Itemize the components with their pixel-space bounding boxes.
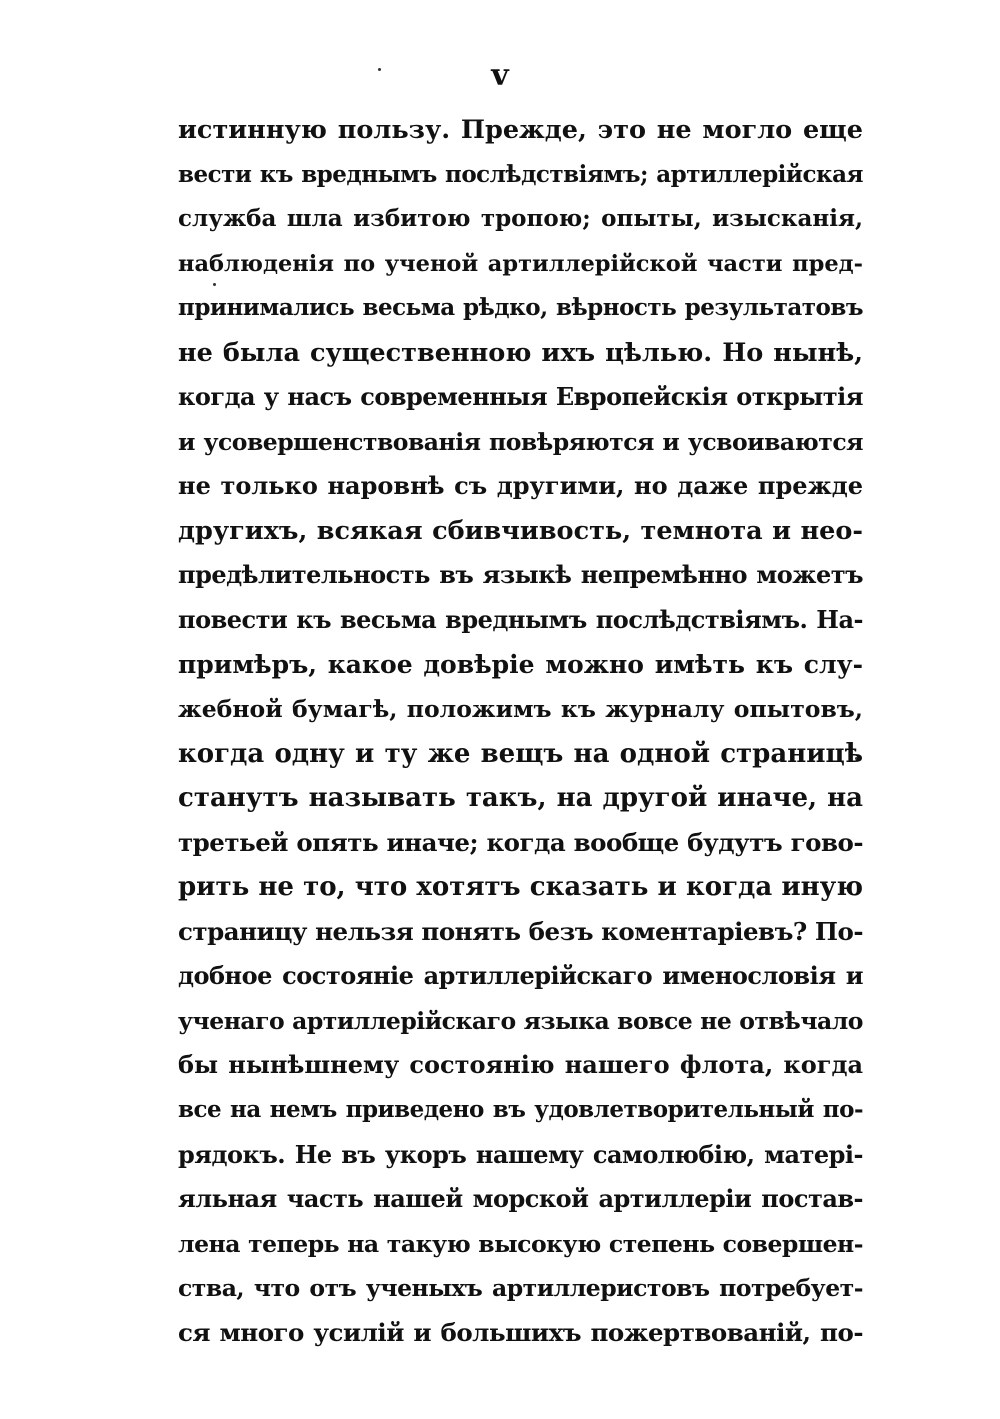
text-line: лена теперь на такую высокую степень совершен- <box>178 1229 863 1258</box>
text-line: рить не то, что хотятъ сказать и когда иную <box>178 872 863 903</box>
text-line: жебной бумагѣ, положимъ къ журналу опытовъ, <box>178 695 863 724</box>
text-line: станутъ называть такъ, на другой иначе, на <box>178 783 863 814</box>
text-line: все на немъ приведено въ удовлетворительный по- <box>178 1096 863 1124</box>
text-line: повести къ весьма вреднымъ послѣдствіямъ. На- <box>178 605 863 635</box>
text-line: яльная часть нашей морской артиллеріи постав- <box>178 1184 863 1214</box>
text-line: добное состояніе артиллерійскаго именословія и <box>178 961 863 991</box>
text-line: примѣръ, какое довѣріе можно имѣть къ слу- <box>178 649 863 679</box>
text-line: принимались весьма рѣдко, вѣрность результатовъ <box>178 294 863 322</box>
text-line: предѣлительность въ языкѣ непремѣнно можетъ <box>178 560 863 590</box>
text-line: другихъ, всякая сбивчивость, темнота и нео- <box>178 515 863 546</box>
text-line: и усовершенствованія повѣряются и усвоиваются <box>178 427 863 456</box>
print-speck <box>378 68 381 71</box>
text-line: бы нынѣшнему состоянію нашего флота, когда <box>178 1050 863 1080</box>
text-line: страницу нельзя понять безъ коментаріевъ? По- <box>178 916 863 946</box>
text-line: не только наровнѣ съ другими, но даже прежде <box>178 471 863 501</box>
text-line: ся много усилій и большихъ пожертвованій, по- <box>178 1317 863 1347</box>
text-line: не была существенною ихъ цѣлью. Но нынѣ, <box>178 337 863 368</box>
text-line: третьей опять иначе; когда вообще будутъ гово- <box>178 827 863 857</box>
text-line: наблюденія по ученой артиллерійской части пред- <box>178 250 863 277</box>
text-line: когда одну и ту же вещъ на одной страницѣ <box>178 738 863 769</box>
body-text <box>178 108 863 1355</box>
text-line: вести къ вреднымъ послѣдствіямъ; артиллерійская <box>178 160 863 188</box>
text-line: когда у насъ современныя Европейскія открытія <box>178 382 863 412</box>
text-line: рядокъ. Не въ укоръ нашему самолюбію, матері- <box>178 1139 863 1169</box>
text-line: истинную пользу. Прежде, это не могло еще <box>178 115 863 145</box>
text-line: ства, что отъ ученыхъ артиллеристовъ потребует- <box>178 1274 863 1303</box>
text-line: ученаго артиллерійскаго языка вовсе не отвѣчало <box>178 1006 863 1035</box>
text-line: служба шла избитою тропою; опыты, изысканія, <box>178 205 863 233</box>
page-number: v <box>491 58 509 93</box>
